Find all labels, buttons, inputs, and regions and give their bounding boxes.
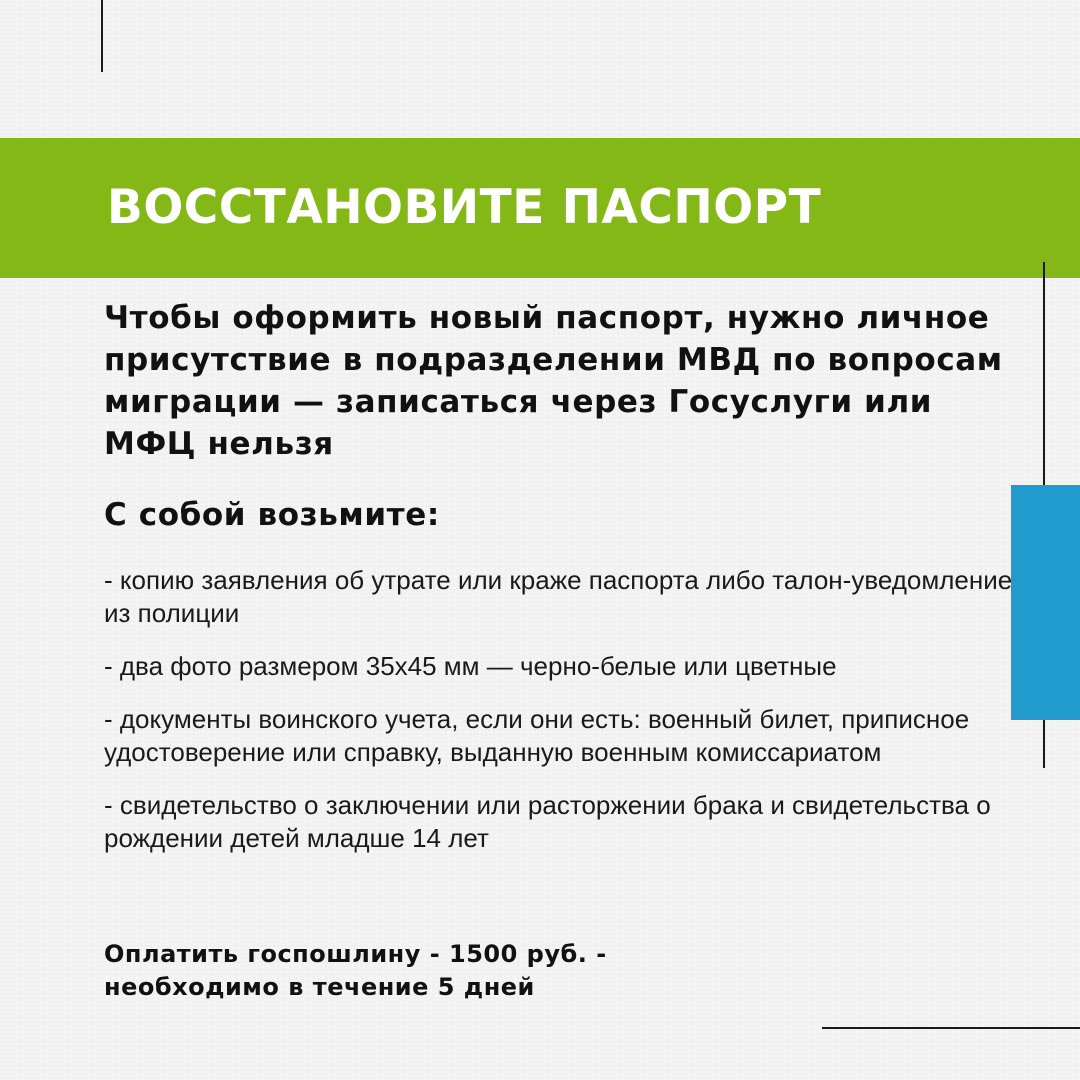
checklist-item: - свидетельство о заключении или расторжении брака и свидетельства о рождении детей младше 14 лет — [104, 790, 991, 853]
decorative-line-bottom — [822, 1027, 1080, 1029]
checklist-heading: С собой возьмите: — [104, 497, 440, 533]
accent-block — [1011, 485, 1080, 720]
decorative-line-top — [101, 0, 103, 72]
checklist — [104, 564, 1019, 875]
page-title: ВОССТАНОВИТЕ ПАСПОРТ — [107, 180, 822, 235]
fee-line-2: необходимо в течение 5 дней — [104, 973, 535, 1001]
checklist-item: - копию заявления об утрате или краже паспорта либо талон-уведомление из полиции — [104, 565, 1013, 628]
fee-line-1: Оплатить госпошлину - 1500 руб. - — [104, 940, 607, 968]
checklist-item: - документы воинского учета, если они есть: военный билет, приписное удостоверение или справку, выданную военным комиссариатом — [104, 704, 970, 767]
header-band — [0, 138, 1080, 278]
fee-note — [104, 938, 1004, 1004]
checklist-item: - два фото размером 35х45 мм — черно-белые или цветные — [104, 651, 837, 681]
intro-text: Чтобы оформить новый паспорт, нужно личное присутствие в подразделении МВД по вопросам миграции — записаться через Госуслуги или МФЦ нельзя — [104, 300, 1003, 462]
